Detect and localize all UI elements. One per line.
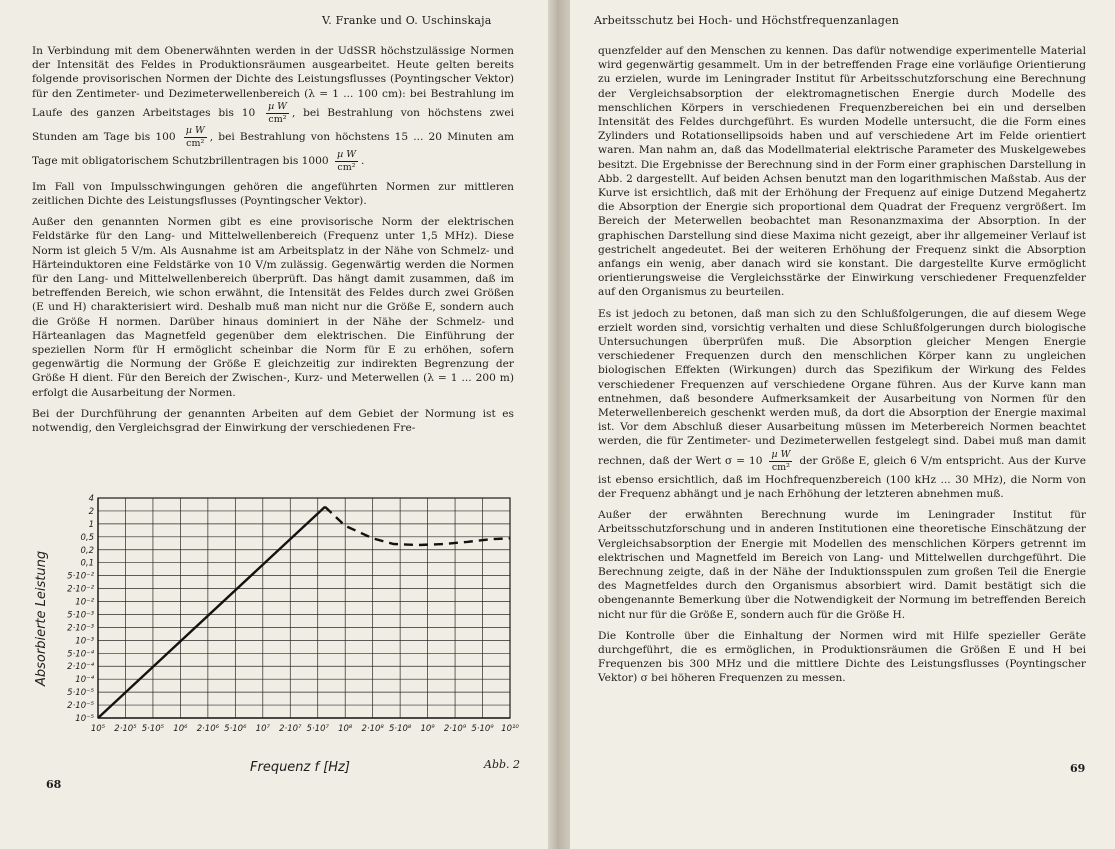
paragraph: Die Kontrolle über die Einhaltung der Normen wird mit Hilfe spezieller Geräte durchgeführt, die es ermöglichen, in Produktionsräumen die Größen E und H bei Frequenzen bis 300 MHz und die mittlere Dichte des Leistungsflusses (Poyntingscher Vektor) σ bei höheren Frequenzen zu messen. — [598, 629, 1086, 685]
x-tick-label: 2·10⁷ — [279, 724, 302, 734]
y-tick-label: 10⁻³ — [75, 636, 94, 647]
x-tick-label: 5·10⁷ — [306, 724, 329, 734]
y-tick-label: 0,1 — [80, 558, 94, 569]
page-number-left: 68 — [46, 778, 62, 791]
x-tick-label: 5·10⁹ — [471, 724, 494, 734]
paragraph: Außer der erwähnten Berechnung wurde im Leningrader Institut für Arbeitsschutzforschung und in anderen Institutionen eine theoretische Einschätzung der Vergleichsabsorption der Energie mit Modellen des menschlichen Körpers getrennt im elektrischen und Magnetfeld im Bereich von Lang- und Mittelwellen durchgeführt. Die Berechnung zeigte, daß in der Nähe der Induktionsspulen zum großen Teil die Energie des Magnetfeldes durch den Organismus absorbiert wird. Damit bestätigt sich die obengenannte Bemerkung über die Notwendigkeit der Normung im betreffenden Bereich nicht nur für die Größe E, sondern auch für die Größe H. — [598, 509, 1086, 621]
y-tick-label: 5·10⁻⁴ — [67, 649, 94, 660]
paragraph-text: Es ist jedoch zu betonen, daß man sich zu den Schlußfolgerungen, die auf diesem Wege erzielt worden sind, vorsichtig verhalten und diese Schlußfolgerungen durch biologische Untersuchungen überprüfen muß. Die Absorption gleicher Mengen Energie verschiedener Frequenzen durch den menschlichen Körper kann zu ungleichen biologischen Effekten (Wirkungen) durch das Spezifikum der Wirkung des Feldes verschiedener Frequenzen auf verschiedene Organe führen. Aus der Kurve kann man entnehmen, daß besondere Aufmerksamkeit der Ausarbeitung von Normen für den Meterwellenbereich geschenkt werden muß, da dort die Absorption der Energie maximal ist. Vor dem Abschluß dieser Ausarbeitung müssen im Meterbereich Normen beachtet werden, die für Zentimeter- und Dezimeterwellen festgelegt sind. Dabei muß man damit — [598, 307, 1086, 448]
unit-fraction: $\frac{\text{µ W}}{\text{cm²}}$ — [771, 448, 791, 473]
y-tick-label: 5·10⁻⁵ — [67, 688, 94, 699]
y-tick-label: 2·10⁻² — [67, 584, 94, 595]
y-tick-label: 10⁻⁵ — [75, 714, 94, 724]
paragraph — [598, 307, 1086, 501]
y-tick-label: 2·10⁻³ — [67, 623, 94, 634]
paragraph: Außer den genannten Normen gibt es eine provisorische Norm der elektrischen Feldstärke für den Lang- und Mittelwellenbereich (Frequenz unter 1,5 MHz). Diese Norm ist gleich 5 V/m. Als Ausnahme ist am Arbeitsplatz in der Nähe von Schmelz- und Härteinduktoren eine Feldstärke von 10 V/m zulässig. Gegenwärtig werden die Normen für den Lang- und Mittelwellenbereich überprüft. Das hängt damit zusammen, daß im betreffenden Bereich, wie schon erwähnt, die Intensität des Feldes durch zwei Größen (E und H) charakterisiert wird. Deshalb muß man nicht nur die Größe E, sondern auch die Größe H normen. Darüber hinaus dominiert in der Nähe der Schmelz- und Härteanlagen das Magnetfeld gegenüber dem elektrischen. Die Einführung der speziellen Norm für H ermöglicht scheinbar die Norm für E zu erhöhen, sofern gegenwärtig die Normung der Größe E gleichzeitig zur indirekten Begrenzung der Größe H dient. Für den Bereich der Zwischen-, Kurz- und Meterwellen (λ = 1 ... 200 m) erfolgt die Ausarbeitung der Normen. — [32, 216, 514, 399]
x-tick-label: 10⁶ — [173, 724, 188, 734]
y-tick-label: 5·10⁻² — [67, 571, 94, 582]
page-number-right: 69 — [1070, 762, 1086, 775]
running-head-left: V. Franke und O. Uschinskaja — [322, 14, 492, 27]
unit-fraction: $\frac{\text{µ W}}{\text{cm²}}$ — [267, 100, 287, 125]
x-tick-label: 10⁹ — [420, 724, 435, 734]
paragraph-text: der Größe E, gleich 6 V/m entspricht. Aus der Kurve ist ebenso ersichtlich, daß im Hochfrequenzbereich (100 kHz ... 30 MHz), die Norm von der Frequenz abhängt und je nach Erhöhung der letzteren abnehmen muß. — [598, 454, 1087, 500]
y-tick-label: 2·10⁻⁴ — [67, 662, 94, 673]
left-page — [0, 0, 548, 849]
x-tick-label: 2·10⁹ — [443, 724, 467, 734]
x-axis-label: Frequenz f [Hz] — [250, 760, 350, 775]
x-tick-label: 5·10⁸ — [388, 724, 412, 734]
paragraph-text: In Verbindung mit dem Obenerwähnten werden in der UdSSR höchstzulässige Normen der Intensität des Feldes in Produktionsräumen ausgearbeitet. Heute gelten bereits folgende provisorischen Normen der Dichte des Leistungsflusses (Poyntingscher Vektor) für den Zentimeter- und Dezimeterwellenbereich (λ = 1 ... 100 cm): bei Bestrahlung im Laufe des ganzen Arbeitstages bis 10 — [32, 45, 514, 119]
plot-frame — [98, 498, 510, 718]
unit-fraction: $\frac{\text{µ W}}{\text{cm²}}$ — [337, 148, 356, 173]
paragraph: Im Fall von Impulsschwingungen gehören die angeführten Normen zur mittleren zeitlichen Dichte des Leistungsflusses (Poyntingscher Vektor). — [32, 180, 514, 208]
absorption-chart — [34, 490, 530, 780]
y-tick-label: 0,5 — [80, 532, 94, 543]
left-text-column — [32, 44, 514, 442]
x-tick-label: 5·10⁶ — [224, 724, 247, 734]
running-head-right: Arbeitsschutz bei Hoch- und Höchstfrequenzanlagen — [594, 14, 900, 27]
absorption-curve-solid — [98, 507, 325, 718]
x-tick-label: 2·10⁸ — [361, 724, 384, 734]
paragraph: In Verbindung mit dem Obenerwähnten werden in der UdSSR höchstzulässige Normen der Intensität des Feldes in Produktionsräumen ausgearbeitet. Heute gelten bereits folgende provisorischen Normen der Dichte des Leistungsflusses (Poyntingscher Vektor) für den Zentimeter- und Dezimeterwellenbereich (λ = 1 ... 100 cm): bei Bestrahlung im Laufe des ganzen Arbeitstages bis 10 $\frac{\text{µ W}}{\text{cm²}}$ , bei Bestrahlung von höchstens zwei Stunden am Tage bis 100 $\frac{\text{µ W}}{\text{cm²}}$ , bei Bestrahlung von höchstens 15 ... 20 Minuten am Tage mit obligatorischem Schutzbrillentragen bis 1000 $\frac{\text{µ W}}{\text{cm²}}$ . — [32, 45, 514, 173]
paragraph-text: , bei Bestrahlung von höchstens 15 ... 20 Minuten am Tage mit obligatorischem Schutzbrillentragen bis 1000 — [32, 130, 514, 167]
paragraph-text: . — [360, 154, 365, 167]
paragraph-text: rechnen, daß der Wert σ = 10 — [598, 454, 763, 467]
figure-caption: Abb. 2 — [484, 758, 521, 771]
y-tick-label: 1 — [88, 519, 94, 530]
y-tick-label: 10⁻² — [75, 597, 94, 608]
y-tick-label: 0,2 — [80, 545, 94, 556]
unit-fraction: $\frac{\text{µ W}}{\text{cm²}}$ — [185, 124, 205, 149]
paragraph-text: bei Bestrahlung von höchstens zwei Stunden am Tage bis 100 — [32, 106, 514, 143]
right-text-column — [598, 44, 1086, 693]
y-tick-label: 2 — [88, 506, 94, 517]
x-tick-label: 5·10⁵ — [141, 724, 165, 734]
book-gutter — [548, 0, 570, 849]
x-tick-label: 10¹⁰ — [501, 724, 519, 734]
y-tick-label: 4 — [88, 494, 94, 504]
x-tick-label: 10⁷ — [255, 724, 270, 734]
chart-svg — [40, 490, 530, 758]
x-tick-label: 2·10⁵ — [114, 724, 137, 734]
paragraph: Bei der Durchführung der genannten Arbeiten auf dem Gebiet der Normung ist es notwendig, den Vergleichsgrad der Einwirkung der verschiedenen Fre- — [32, 407, 514, 435]
y-tick-label: 10⁻⁴ — [75, 675, 94, 686]
x-tick-label: 10⁵ — [90, 724, 106, 734]
y-tick-label: 2·10⁻⁵ — [67, 701, 94, 712]
y-axis-label: Absorbierte Leistung — [34, 550, 49, 686]
x-tick-label: 2·10⁶ — [196, 724, 220, 734]
right-page — [570, 0, 1115, 849]
paragraph: quenzfelder auf den Menschen zu kennen. Das dafür notwendige experimentelle Material wird gegenwärtig gesammelt. Um in der betreffenden Frage eine vorläufige Orientierung zu erzielen, wurde im Leningrader Institut für Arbeitsschutzforschung eine Berechnung der Vergleichsabsorption der elektromagnetischen Energie durch Modelle des menschlichen Körpers in verschiedenen Frequenzbereichen bei ein und derselben Intensität des Feldes durchgeführt. Es wurden Modelle untersucht, die die Form eines Zylinders und Rotationsellipsoids haben und auf verschiedene Art im Felde orientiert waren. Man nahm an, daß das Modellmaterial elektrische Parameter des Muskelgewebes besitzt. Die Ergebnisse der Berechnung sind in der Form einer graphischen Darstellung in Abb. 2 dargestellt. Auf beiden Achsen benutzt man den logarithmischen Maßstab. Aus der Kurve ist ersichtlich, daß mit der Erhöhung der Frequenz auf einige Dutzend Megahertz die Absorption der Energie sich proportional dem Quadrat der Frequenz vergrößert. Im Bereich der Meterwellen beobachtet man Resonanzmaxima der Absorption. In der graphischen Darstellung sind diese Maxima nicht gezeigt, aber ihr allgemeiner Verlauf ist gestrichelt angedeutet. Bei der weiteren Erhöhung der Frequenz sinkt die Absorption anfangs ein wenig, aber danach wird sie konstant. Die dargestellte Kurve ermöglicht orientierungsweise die Vergleichsstärke der Einwirkung verschiedener Frequenzfelder auf den Organismus zu beurteilen. — [598, 45, 1086, 299]
y-tick-label: 5·10⁻³ — [67, 610, 94, 621]
x-tick-label: 10⁸ — [338, 724, 353, 734]
